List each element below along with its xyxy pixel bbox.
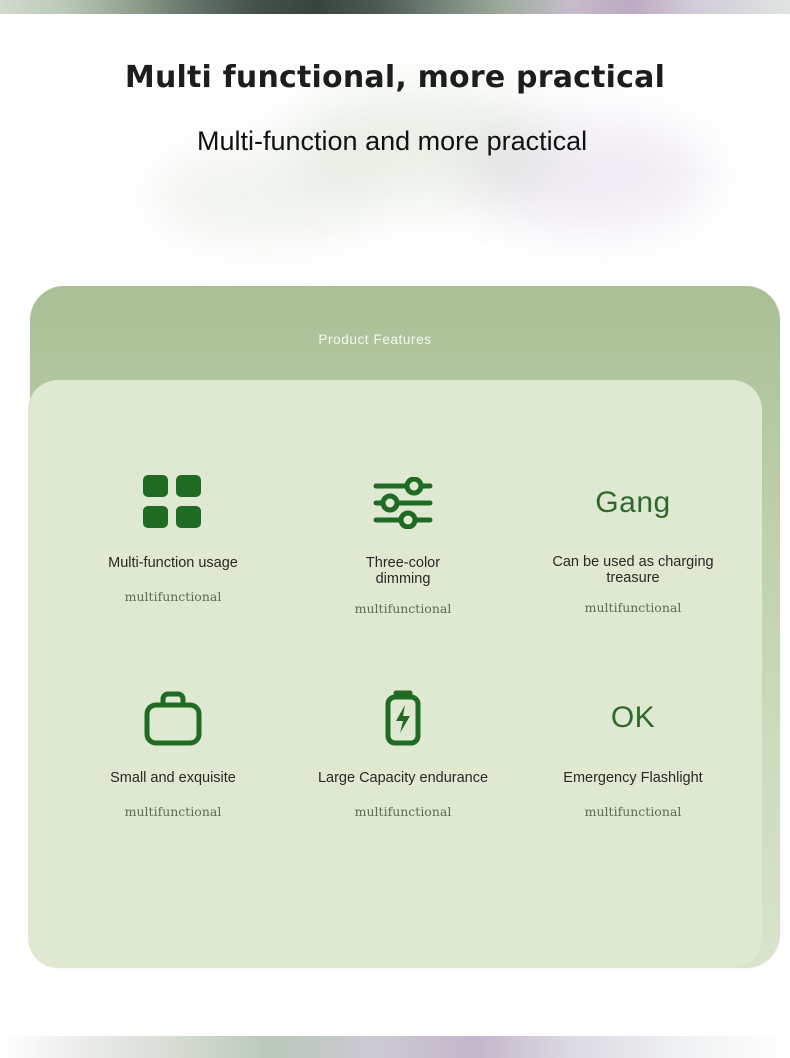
text-icon <box>518 465 748 541</box>
feature-subtitle: multifunctional <box>354 601 452 617</box>
background-wash-olive <box>150 150 380 240</box>
feature-subtitle: multifunctional <box>124 804 222 820</box>
feature-label: Three-color dimming <box>365 555 441 588</box>
feature-label: Small and exquisite <box>110 770 236 786</box>
feature-label: Multi-function usage <box>108 555 238 571</box>
feature-subtitle: multifunctional <box>124 589 222 605</box>
feature-item-three-color-dimming <box>288 465 518 680</box>
feature-item-multi-function-usage <box>58 465 288 680</box>
page-title-primary: Multi functional, more practical <box>124 60 666 95</box>
feature-subtitle: multifunctional <box>584 600 682 616</box>
top-gradient-strip <box>0 0 790 14</box>
briefcase-icon <box>58 680 288 756</box>
feature-item-charging-treasure <box>518 465 748 680</box>
bottom-gradient-strip <box>0 1036 790 1058</box>
battery-bolt-icon <box>288 680 518 756</box>
product-features-title: Product Features <box>318 332 432 347</box>
feature-label: Can be used as charging treasure <box>552 554 714 587</box>
page-title-secondary: Multi-function and more practical <box>197 126 588 156</box>
feature-grid <box>58 465 748 895</box>
feature-label: Large Capacity endurance <box>317 770 489 786</box>
icon-text-label: OK <box>610 701 656 734</box>
feature-subtitle: multifunctional <box>584 804 682 820</box>
sliders-icon <box>288 465 518 541</box>
feature-item-emergency-flashlight <box>518 680 748 895</box>
text-icon <box>518 680 748 756</box>
feature-item-large-capacity <box>288 680 518 895</box>
four-squares-icon <box>58 465 288 541</box>
icon-text-label: Gang <box>595 486 671 519</box>
feature-item-small-and-exquisite <box>58 680 288 895</box>
feature-label: Emergency Flashlight <box>563 770 703 786</box>
feature-subtitle: multifunctional <box>354 804 452 820</box>
